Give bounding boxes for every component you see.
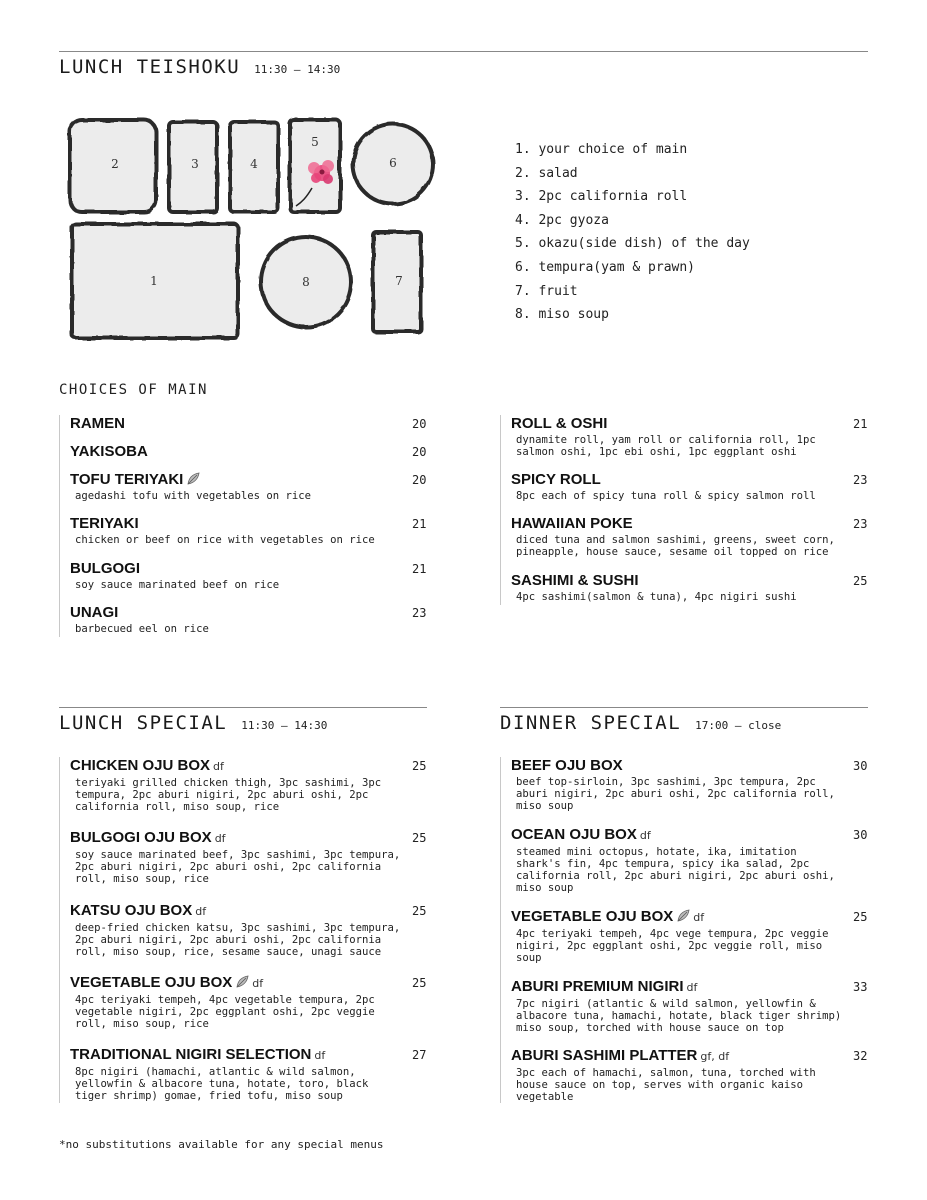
tray-label-8: 8: [302, 275, 310, 289]
component-item: 3. 2pc california roll: [515, 189, 688, 205]
item-name-text: OCEAN OJU BOX: [511, 826, 637, 843]
item-description: beef top-sirloin, 3pc sashimi, 3pc tempura, 2pc aburi nigiri, 2pc aburi oshi, 2pc california roll, miso soup: [516, 776, 835, 812]
lunch-teishoku-header: [59, 51, 868, 78]
dietary-tag: df: [314, 1049, 326, 1062]
tray-label-6: 6: [389, 156, 397, 170]
dietary-tag: df: [252, 977, 264, 990]
dinner-special-header: [500, 707, 868, 734]
item-price: 25: [853, 910, 868, 924]
dietary-tag: df: [214, 832, 226, 845]
vegetarian-leaf-icon: [677, 909, 690, 922]
menu-item: [70, 902, 428, 958]
item-price: 27: [412, 1048, 427, 1062]
item-name: [511, 826, 869, 845]
item-name: [70, 902, 428, 921]
item-name-text: ABURI SASHIMI PLATTER: [511, 1047, 698, 1064]
item-price: 30: [853, 759, 868, 773]
item-name: SPICY ROLL: [511, 471, 601, 488]
choices-right-column: [500, 415, 879, 605]
item-name-text: TRADITIONAL NIGIRI SELECTION: [70, 1046, 312, 1063]
item-name-text: ABURI PREMIUM NIGIRI: [511, 978, 684, 995]
item-description: teriyaki grilled chicken thigh, 3pc sashimi, 3pc tempura, 2pc aburi nigiri, 2pc aburi oshi, 2pc california roll, miso soup, rice: [75, 777, 382, 813]
component-item: 8. miso soup: [515, 307, 609, 323]
menu-item: [511, 1047, 869, 1103]
item-price: 23: [412, 606, 427, 620]
item-name: TERIYAKI: [70, 515, 139, 532]
menu-item: [70, 515, 428, 546]
item-name: [511, 908, 869, 927]
item-price: 21: [412, 517, 427, 531]
menu-item: [70, 974, 428, 1030]
item-description: 3pc each of hamachi, salmon, tuna, torched with house sauce on top, serves with organic kaiso vegetable: [516, 1067, 816, 1103]
menu-item: [70, 560, 428, 591]
item-name-text: VEGETABLE OJU BOX: [511, 908, 674, 925]
menu-item: [70, 415, 428, 433]
item-price: 23: [853, 473, 868, 487]
item-name: [511, 757, 869, 775]
item-price: 30: [853, 828, 868, 842]
menu-item: [511, 908, 869, 964]
tray-label-4: 4: [250, 157, 258, 171]
dietary-tag: df: [693, 911, 705, 924]
dinner-special-column: [500, 757, 879, 1103]
dietary-tag: df: [686, 981, 698, 994]
tray-label-3: 3: [191, 157, 199, 171]
lunch-special-time: 11:30 – 14:30: [241, 719, 328, 732]
choices-of-main-title: CHOICES OF MAIN: [59, 382, 208, 398]
menu-item: [511, 515, 869, 558]
component-item: 7. fruit: [515, 283, 578, 299]
vegetarian-leaf-icon: [236, 975, 249, 988]
item-name: [70, 829, 428, 848]
component-item: 4. 2pc gyoza: [515, 212, 609, 228]
teishoku-tray-illustration: [66, 110, 436, 350]
item-description: dynamite roll, yam roll or california roll, 1pc salmon oshi, 1pc ebi oshi, 1pc eggplant oshi: [516, 434, 816, 458]
item-name: YAKISOBA: [70, 443, 148, 460]
menu-item: [70, 471, 428, 502]
item-description: steamed mini octopus, hotate, ika, imitation shark's fin, 4pc tempura, spicy ika salad, 2pc california roll, 2pc aburi nigiri, 2pc aburi oshi, miso soup: [516, 846, 835, 894]
item-name: [70, 974, 428, 993]
choices-left-column: [59, 415, 438, 637]
menu-item: [511, 978, 869, 1034]
item-name: ROLL & OSHI: [511, 415, 608, 432]
item-name-text: BEEF OJU BOX: [511, 757, 623, 774]
dietary-tag: df: [195, 905, 207, 918]
dietary-tag: gf, df: [700, 1050, 730, 1063]
item-price: 32: [853, 1049, 868, 1063]
menu-item: [70, 829, 428, 885]
item-price: 25: [412, 831, 427, 845]
item-description: deep-fried chicken katsu, 3pc sashimi, 3pc tempura, 2pc aburi nigiri, 2pc aburi oshi, 2pc california roll, miso soup, rice, sesame sauce, unagi sauce: [75, 922, 401, 958]
menu-item: [70, 1046, 428, 1102]
dinner-special-time: 17:00 – close: [695, 719, 782, 732]
menu-item: [70, 443, 428, 461]
lunch-special-header: [59, 707, 427, 734]
tray-label-1: 1: [150, 274, 158, 288]
item-price: 21: [412, 562, 427, 576]
item-description: soy sauce marinated beef on rice: [75, 579, 280, 591]
item-name: HAWAIIAN POKE: [511, 515, 633, 532]
menu-item: [511, 757, 869, 812]
component-item: 1. your choice of main: [515, 142, 688, 157]
lunch-special-column: [59, 757, 438, 1103]
item-description: 8pc each of spicy tuna roll & spicy salmon roll: [516, 490, 816, 502]
item-name: UNAGI: [70, 604, 119, 621]
item-name-text: BULGOGI OJU BOX: [70, 829, 212, 846]
item-name: [511, 1047, 869, 1066]
item-name: [70, 1046, 428, 1065]
menu-item: [511, 415, 869, 458]
lunch-teishoku-time: 11:30 – 14:30: [254, 63, 341, 76]
footnote: *no substitutions available for any special menus: [59, 1138, 384, 1151]
item-description: chicken or beef on rice with vegetables on rice: [75, 534, 375, 546]
vegetarian-leaf-icon: [187, 472, 200, 485]
item-name-text: TOFU TERIYAKI: [70, 471, 184, 488]
lunch-teishoku-title: LUNCH TEISHOKU: [59, 56, 241, 78]
lunch-special-title: LUNCH SPECIAL: [59, 712, 228, 734]
dietary-tag: df: [639, 829, 651, 842]
component-item: 6. tempura(yam & prawn): [515, 259, 696, 275]
item-name: [511, 978, 869, 997]
item-price: 25: [412, 904, 427, 918]
item-price: 33: [853, 980, 868, 994]
menu-item: [70, 757, 428, 813]
item-price: 20: [412, 417, 427, 431]
item-price: 25: [412, 759, 427, 773]
tray-label-7: 7: [395, 274, 403, 288]
dietary-tag: df: [213, 760, 224, 773]
item-price: 25: [412, 976, 427, 990]
item-name-text: KATSU OJU BOX: [70, 902, 193, 919]
item-name: SASHIMI & SUSHI: [511, 572, 639, 589]
item-description: 4pc teriyaki tempeh, 4pc vegetable tempura, 2pc vegetable nigiri, 2pc eggplant oshi, 2pc veggie roll, miso soup, rice: [75, 994, 375, 1030]
menu-item: [511, 471, 869, 502]
teishoku-components-list: [515, 138, 750, 327]
item-name: [70, 757, 428, 776]
item-description: barbecued eel on rice: [75, 623, 209, 635]
menu-item: [511, 826, 869, 894]
item-name: RAMEN: [70, 415, 125, 432]
item-name-text: CHICKEN OJU BOX: [70, 757, 211, 774]
item-name: [70, 471, 428, 489]
item-price: 25: [853, 574, 868, 588]
item-description: 4pc teriyaki tempeh, 4pc vege tempura, 2pc veggie nigiri, 2pc eggplant oshi, 2pc veggie roll, miso soup: [516, 928, 829, 964]
item-description: soy sauce marinated beef, 3pc sashimi, 3pc tempura, 2pc aburi nigiri, 2pc aburi oshi, 2pc california roll, miso soup, rice: [75, 849, 401, 885]
item-price: 20: [412, 473, 427, 487]
item-price: 20: [412, 445, 427, 459]
item-description: 4pc sashimi(salmon & tuna), 4pc nigiri sushi: [516, 591, 797, 603]
item-description: diced tuna and salmon sashimi, greens, sweet corn, pineapple, house sauce, sesame oil topped on rice: [516, 534, 835, 558]
item-description: agedashi tofu with vegetables on rice: [75, 490, 311, 502]
tray-drawing: [66, 110, 436, 350]
component-item: 2. salad: [515, 165, 578, 181]
item-price: 23: [853, 517, 868, 531]
tray-label-5: 5: [311, 135, 319, 149]
menu-item: [70, 604, 428, 635]
tray-label-2: 2: [111, 157, 119, 171]
item-name-text: VEGETABLE OJU BOX: [70, 974, 233, 991]
item-price: 21: [853, 417, 868, 431]
item-name: BULGOGI: [70, 560, 140, 577]
menu-item: [511, 572, 869, 603]
dinner-special-title: DINNER SPECIAL: [500, 712, 682, 734]
item-description: 7pc nigiri (atlantic & wild salmon, yellowfin & albacore tuna, hamachi, hotate, black tiger shrimp) miso soup, torched with house sauce on top: [516, 998, 842, 1034]
component-item: 5. okazu(side dish) of the day: [515, 236, 750, 252]
item-description: 8pc nigiri (hamachi, atlantic & wild salmon, yellowfin & albacore tuna, hotate, toro, black tiger shrimp) gomae, fried tofu, miso soup: [75, 1066, 369, 1102]
